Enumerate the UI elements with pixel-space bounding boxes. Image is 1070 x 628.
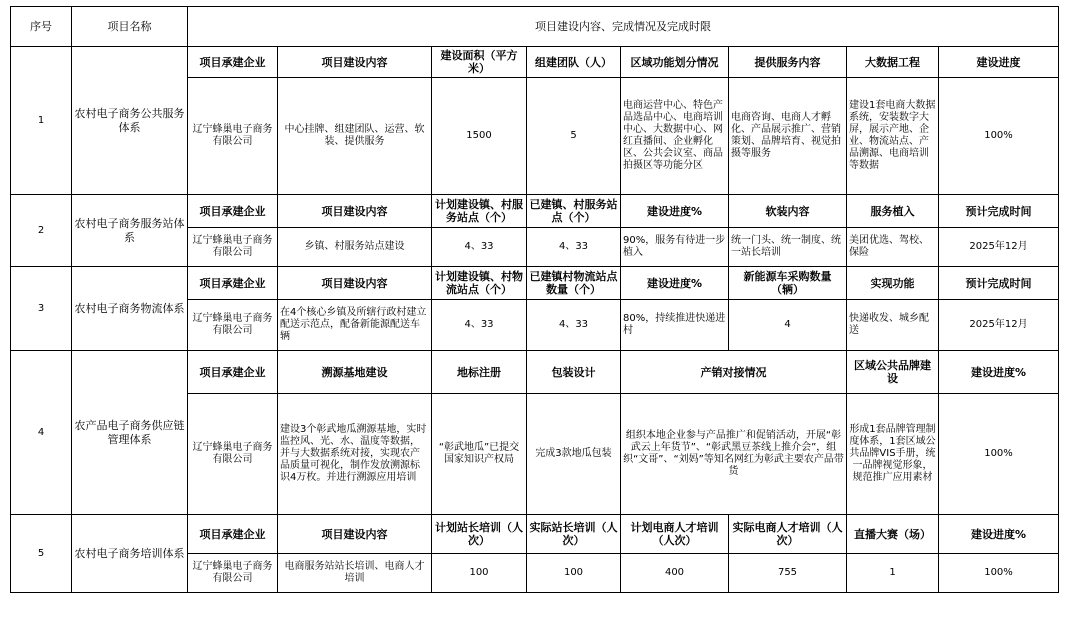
col-header: 项目建设内容 — [278, 267, 432, 300]
col-header: 计划站长培训（人次） — [432, 515, 527, 554]
col-header: 建设进度% — [621, 195, 729, 228]
col-header: 区域公共品牌建设 — [847, 351, 939, 394]
project-5-seq: 5 — [11, 515, 72, 593]
project-3-seq: 3 — [11, 267, 72, 351]
col-header: 已建镇村物流站点数量（个） — [527, 267, 621, 300]
col-header: 服务植入 — [847, 195, 939, 228]
header-content: 项目建设内容、完成情况及完成时限 — [188, 7, 1059, 47]
table-cell: 100 — [432, 554, 527, 593]
col-header: 大数据工程 — [847, 47, 939, 78]
page — [10, 6, 1059, 593]
project-2-subheader-row — [11, 195, 1059, 228]
col-header: 计划电商人才培训（人次） — [621, 515, 729, 554]
col-header: 项目建设内容 — [278, 195, 432, 228]
header-name: 项目名称 — [72, 7, 188, 47]
col-header: 实现功能 — [847, 267, 939, 300]
col-header: 包装设计 — [527, 351, 621, 394]
col-header: 直播大赛（场） — [847, 515, 939, 554]
project-4-name: 农产品电子商务供应链管理体系 — [72, 351, 188, 515]
table-cell: 100% — [939, 394, 1059, 515]
col-header: 建设进度 — [939, 47, 1059, 78]
table-cell: 400 — [621, 554, 729, 593]
col-header: 实际站长培训（人次） — [527, 515, 621, 554]
table-cell: 中心挂牌、组建团队、运营、软装、提供服务 — [278, 78, 432, 195]
col-header: 提供服务内容 — [729, 47, 847, 78]
table-cell: 辽宁蜂巢电子商务有限公司 — [188, 554, 278, 593]
project-3-subheader-row — [11, 267, 1059, 300]
table-cell: 组织本地企业参与产品推广和促销活动，开展“彰武云上年货节”、“彰武黑豆茶线上推介会”，组织“文哥”、“刘妈”等知名网红为彰武主要农产品带货 — [621, 394, 847, 515]
table-cell: 100% — [939, 78, 1059, 195]
table-cell: 建设1套电商大数据系统，安装数字大屏，展示产地、企业、物流站点、产品溯源、电商培训等数据 — [847, 78, 939, 195]
col-header: 建设进度% — [939, 351, 1059, 394]
col-header: 项目承建企业 — [188, 515, 278, 554]
project-table — [10, 6, 1059, 593]
table-cell: 100 — [527, 554, 621, 593]
col-header: 项目建设内容 — [278, 47, 432, 78]
table-cell: 辽宁蜂巢电子商务有限公司 — [188, 300, 278, 351]
col-header: 产销对接情况 — [621, 351, 847, 394]
project-1-subheader-row — [11, 47, 1059, 78]
col-header: 已建镇、村服务站点（个） — [527, 195, 621, 228]
col-header: 建设进度% — [939, 515, 1059, 554]
table-cell: 建设3个彰武地瓜溯源基地，实时监控风、光、水、温度等数据，并与大数据系统对接，实现农产品质量可视化，制作发放溯源标识4万枚。并进行溯源应用培训 — [278, 394, 432, 515]
header-row — [11, 7, 1059, 47]
col-header: 预计完成时间 — [939, 267, 1059, 300]
table-cell: 4、33 — [527, 300, 621, 351]
table-cell: “彰武地瓜”已提交国家知识产权局 — [432, 394, 527, 515]
col-header: 项目承建企业 — [188, 195, 278, 228]
project-2-seq: 2 — [11, 195, 72, 267]
table-cell: 统一门头、统一制度、统一站长培训 — [729, 228, 847, 267]
table-cell: 在4个核心乡镇及所辖行政村建立配送示范点，配备新能源配送车辆 — [278, 300, 432, 351]
table-cell: 80%，持续推进快递进村 — [621, 300, 729, 351]
table-cell: 形成1套品牌管理制度体系，1套区域公共品牌VIS手册，统一品牌视觉形象，规范推广应用素材 — [847, 394, 939, 515]
table-cell: 2025年12月 — [939, 300, 1059, 351]
col-header: 软装内容 — [729, 195, 847, 228]
table-cell: 100% — [939, 554, 1059, 593]
table-cell: 90%，服务有待进一步植入 — [621, 228, 729, 267]
table-cell: 美团优选、驾校、保险 — [847, 228, 939, 267]
table-cell: 辽宁蜂巢电子商务有限公司 — [188, 78, 278, 195]
table-cell: 辽宁蜂巢电子商务有限公司 — [188, 394, 278, 515]
table-cell: 快递收发、城乡配送 — [847, 300, 939, 351]
col-header: 建设进度% — [621, 267, 729, 300]
col-header: 溯源基地建设 — [278, 351, 432, 394]
project-1-name: 农村电子商务公共服务体系 — [72, 47, 188, 195]
project-5-subheader-row — [11, 515, 1059, 554]
project-5-name: 农村电子商务培训体系 — [72, 515, 188, 593]
table-cell: 电商服务站站长培训、电商人才培训 — [278, 554, 432, 593]
col-header: 区域功能划分情况 — [621, 47, 729, 78]
col-header: 组建团队（人） — [527, 47, 621, 78]
col-header: 建设面积（平方米） — [432, 47, 527, 78]
project-4-subheader-row — [11, 351, 1059, 394]
table-cell: 完成3款地瓜包装 — [527, 394, 621, 515]
col-header: 新能源车采购数量（辆） — [729, 267, 847, 300]
col-header: 项目建设内容 — [278, 515, 432, 554]
table-cell: 4、33 — [432, 300, 527, 351]
col-header: 实际电商人才培训（人次） — [729, 515, 847, 554]
table-cell: 电商运营中心、特色产品选品中心、电商培训中心、大数据中心、网红直播间、企业孵化区、公共会议室、商品拍摄区等功能分区 — [621, 78, 729, 195]
table-cell: 5 — [527, 78, 621, 195]
col-header: 项目承建企业 — [188, 267, 278, 300]
table-cell: 4、33 — [432, 228, 527, 267]
table-cell: 4 — [729, 300, 847, 351]
col-header: 项目承建企业 — [188, 351, 278, 394]
table-cell: 755 — [729, 554, 847, 593]
project-4-seq: 4 — [11, 351, 72, 515]
col-header: 计划建设镇、村物流站点（个） — [432, 267, 527, 300]
col-header: 预计完成时间 — [939, 195, 1059, 228]
project-1-seq: 1 — [11, 47, 72, 195]
table-cell: 4、33 — [527, 228, 621, 267]
table-cell: 2025年12月 — [939, 228, 1059, 267]
table-cell: 电商咨询、电商人才孵化、产品展示推广、营销策划、品牌培育、视觉拍摄等服务 — [729, 78, 847, 195]
table-cell: 乡镇、村服务站点建设 — [278, 228, 432, 267]
col-header: 项目承建企业 — [188, 47, 278, 78]
table-cell: 1 — [847, 554, 939, 593]
col-header: 地标注册 — [432, 351, 527, 394]
project-3-name: 农村电子商务物流体系 — [72, 267, 188, 351]
header-seq: 序号 — [11, 7, 72, 47]
col-header: 计划建设镇、村服务站点（个） — [432, 195, 527, 228]
table-cell: 辽宁蜂巢电子商务有限公司 — [188, 228, 278, 267]
project-2-name: 农村电子商务服务站体系 — [72, 195, 188, 267]
table-cell: 1500 — [432, 78, 527, 195]
